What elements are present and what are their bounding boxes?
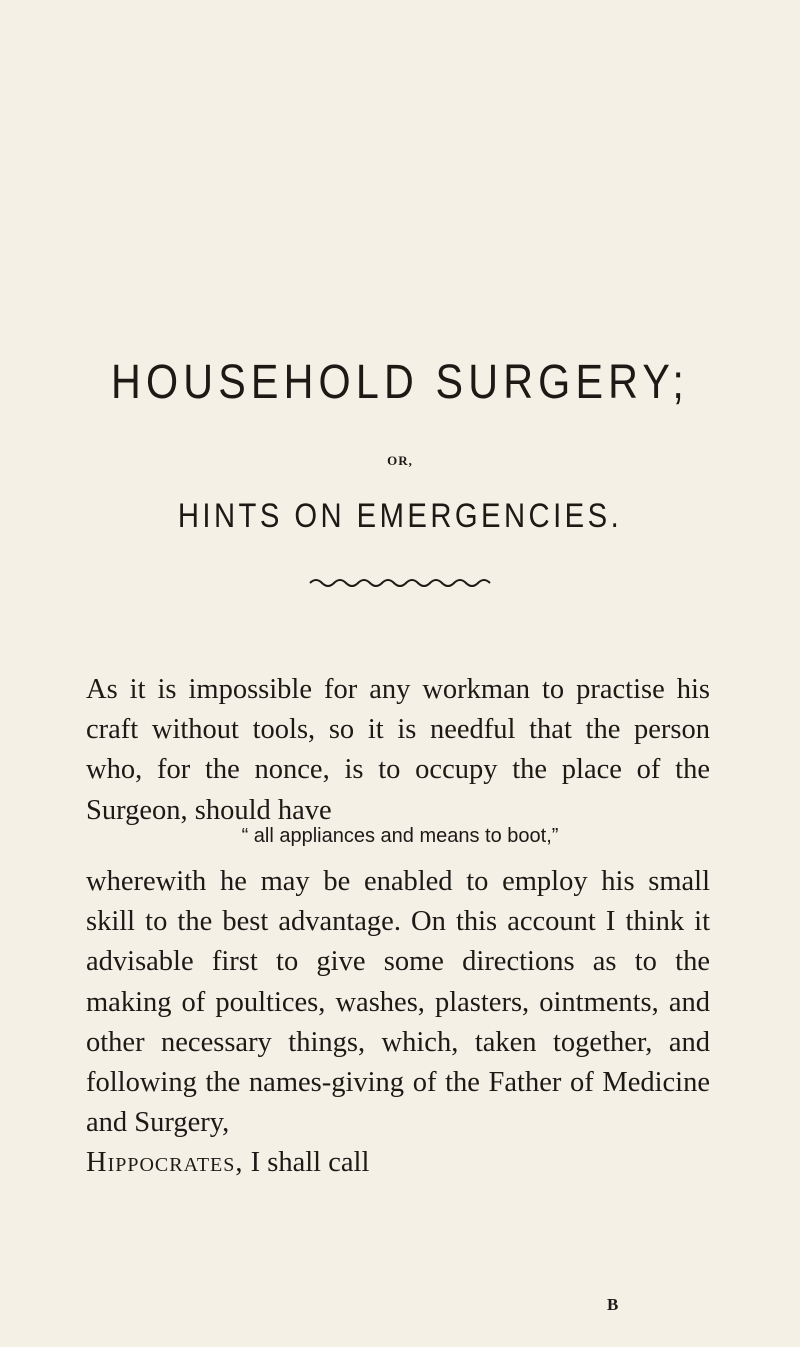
hippocrates-name: Hippocrates, [86, 1147, 244, 1179]
paragraph-2-end: I shall call [243, 1147, 370, 1179]
paragraph-1: As it is impossible for any workman to practise his craft without tools, so it is needful that the person who, for the nonce, is to occupy the place of the Surgeon, should have [86, 674, 710, 826]
page-title: HOUSEHOLD SURGERY; [110, 356, 690, 409]
wavy-rule-icon [308, 576, 494, 590]
paragraph-2 [86, 862, 710, 1184]
paragraph-2-text: wherewith he may be enabled to employ his small skill to the best advantage. On this account I think it advisable first to give some directions as to the making of poultices, washes, plasters, ointments, and other necessary things, which, taken together, and following the names-giving of the Father of Medicine and Surgery, [86, 866, 710, 1139]
title-connector: OR, [387, 453, 413, 468]
quotation: “ all appliances and means to boot,” [241, 825, 559, 847]
signature-mark: B [607, 1295, 619, 1314]
page-subtitle: HINTS ON EMERGENCIES. [177, 497, 623, 535]
